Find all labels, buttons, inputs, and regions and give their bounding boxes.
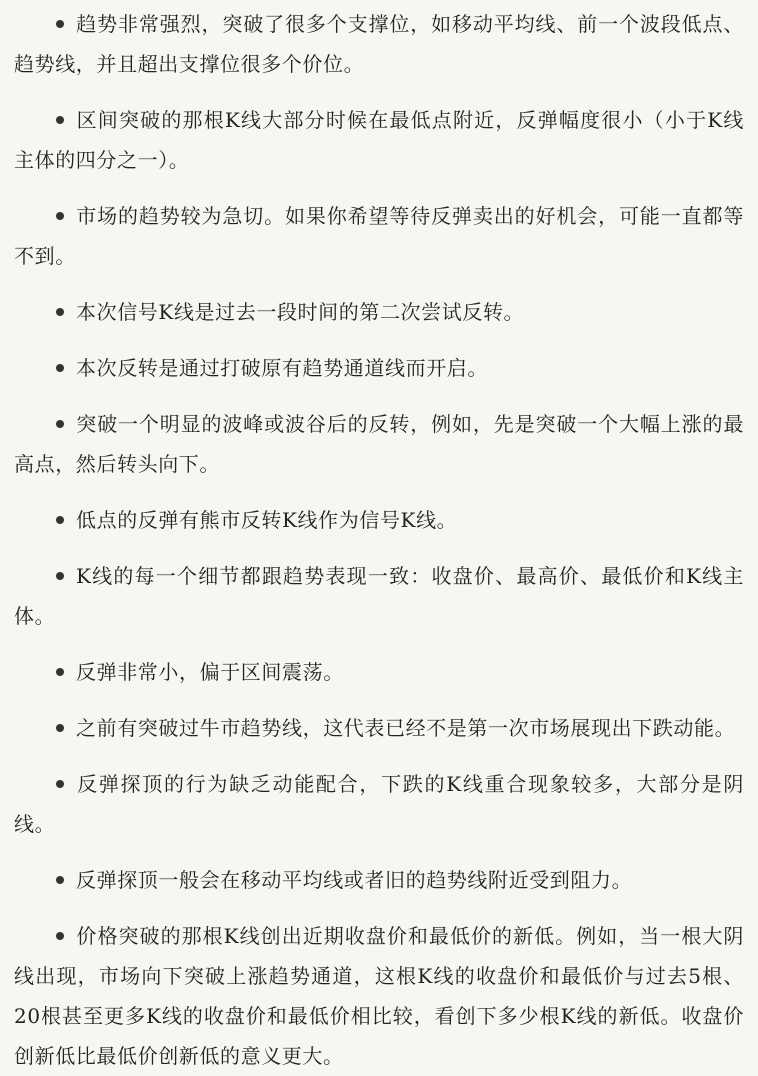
bullet-dot-icon	[56, 724, 64, 732]
bullet-item	[14, 764, 744, 844]
bullet-dot-icon	[56, 876, 64, 884]
bullet-dot-icon	[56, 572, 64, 580]
bullet-item	[14, 652, 744, 692]
bullet-item	[14, 292, 744, 332]
bullet-item	[14, 860, 744, 900]
bullet-text: K线的每一个细节都跟趋势表现一致：收盘价、最高价、最低价和K线主体。	[14, 564, 744, 628]
bullet-dot-icon	[56, 212, 64, 220]
bullet-item	[14, 348, 744, 388]
bullet-item	[14, 196, 744, 276]
bullet-dot-icon	[56, 364, 64, 372]
bullet-dot-icon	[56, 308, 64, 316]
bullet-text: 市场的趋势较为急切。如果你希望等待反弹卖出的好机会，可能一直都等不到。	[14, 204, 744, 268]
bullet-item	[14, 556, 744, 636]
bullet-text: 趋势非常强烈，突破了很多个支撑位，如移动平均线、前一个波段低点、趋势线，并且超出支撑位很多个价位。	[14, 12, 744, 76]
bullet-item	[14, 916, 744, 1076]
bullet-dot-icon	[56, 420, 64, 428]
bullet-text: 反弹非常小，偏于区间震荡。	[76, 660, 344, 684]
bullet-text: 本次反转是通过打破原有趋势通道线而开启。	[76, 356, 488, 380]
bullet-text: 突破一个明显的波峰或波谷后的反转，例如，先是突破一个大幅上涨的最高点，然后转头向下。	[14, 412, 744, 476]
bullet-text: 价格突破的那根K线创出近期收盘价和最低价的新低。例如，当一根大阴线出现，市场向下突破上涨趋势通道，这根K线的收盘价和最低价与过去5根、20根甚至更多K线的收盘价和最低价相比较，看创下多少根K线的新低。收盘价创新低比最低价创新低的意义更大。	[14, 924, 744, 1068]
bullet-text: 反弹探顶一般会在移动平均线或者旧的趋势线附近受到阻力。	[76, 868, 633, 892]
bullet-text: 本次信号K线是过去一段时间的第二次尝试反转。	[76, 300, 525, 324]
bullet-text: 低点的反弹有熊市反转K线作为信号K线。	[76, 508, 458, 532]
bullet-text: 之前有突破过牛市趋势线，这代表已经不是第一次市场展现出下跌动能。	[76, 716, 736, 740]
bullet-item	[14, 4, 744, 84]
bullet-item	[14, 708, 744, 748]
bullet-dot-icon	[56, 516, 64, 524]
bullet-dot-icon	[56, 116, 64, 124]
bullet-text: 区间突破的那根K线大部分时候在最低点附近，反弹幅度很小（小于K线主体的四分之一）。	[14, 108, 744, 172]
bullet-dot-icon	[56, 780, 64, 788]
bullet-item	[14, 500, 744, 540]
bullet-text: 反弹探顶的行为缺乏动能配合，下跌的K线重合现象较多，大部分是阴线。	[14, 772, 744, 836]
bullet-dot-icon	[56, 668, 64, 676]
bullet-item	[14, 404, 744, 484]
bullet-dot-icon	[56, 932, 64, 940]
bullet-dot-icon	[56, 20, 64, 28]
bullet-item	[14, 100, 744, 180]
